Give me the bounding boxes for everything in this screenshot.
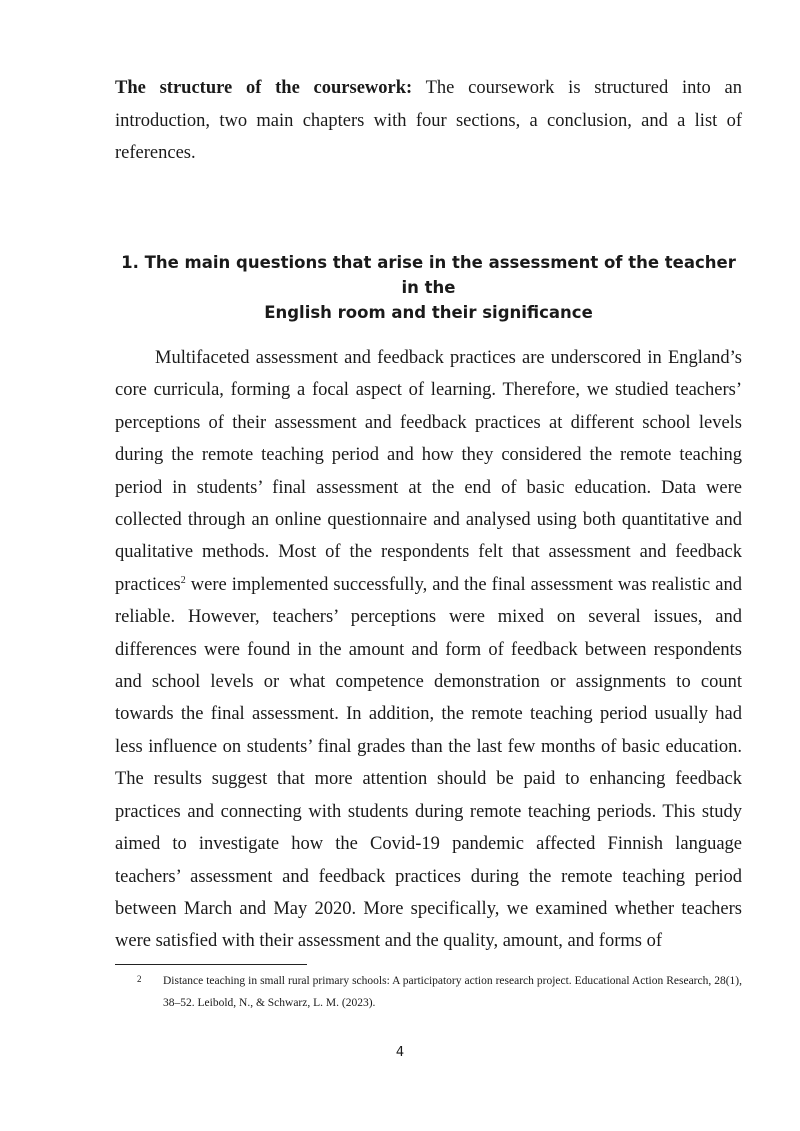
coursework-structure-text: The coursework is structured into an introduction, two main chapters with four sections, a conclusion, and a list of references. bbox=[115, 78, 742, 163]
page-number: 4 bbox=[395, 1045, 405, 1060]
body-paragraph-part-1: Multifaceted assessment and feedback practices are underscored in England’s core curricula, forming a focal aspect of learning. Therefore, we studied teachers’ perceptions of their assessment and feedback practices at different school levels during the remote teaching period and how they considered the remote teaching period in students’ final assessment at the end of basic education. Data were collected through an online questionnaire and analysed using both quantitative and qualitative methods. Most of the respondents felt that assessment and feedback practices bbox=[115, 348, 742, 595]
footnote-separator bbox=[115, 964, 307, 965]
coursework-structure-lead: The structure of the coursework: bbox=[115, 78, 413, 98]
footnote-mark: 2 bbox=[137, 974, 142, 984]
section-heading-line-1: 1. The main questions that arise in the assessment of the teacher in the bbox=[121, 253, 736, 297]
footnote-reference[interactable]: 2 bbox=[180, 574, 186, 586]
footnote bbox=[115, 970, 742, 1014]
section-heading-line-2: English room and their significance bbox=[264, 303, 593, 322]
coursework-structure-paragraph bbox=[115, 72, 742, 170]
body-paragraph-part-2: were implemented successfully, and the final assessment was realistic and reliable. However, teachers’ perceptions were mixed on several issues, and differences were found in the amount and form of feedback between respondents and school levels or what competence demonstration or assignments to count towards the final assessment. In addition, the remote teaching period usually had less influence on students’ final grades than the last few months of basic education. The results suggest that more attention should be paid to enhancing feedback practices and connecting with students during remote teaching periods. This study aimed to investigate how the Covid-19 pandemic affected Finnish language teachers’ assessment and feedback practices during the remote teaching period between March and May 2020. More specifically, we examined whether teachers were satisfied with their assessment and the quality, amount, and forms of bbox=[115, 574, 742, 952]
body-paragraph bbox=[115, 342, 742, 958]
footnote-text: Distance teaching in small rural primary schools: A participatory action research project. Educational Action Research, 28(1), 38–52. Leibold, N., & Schwarz, L. M. (2023). bbox=[163, 975, 742, 1009]
section-heading bbox=[115, 250, 742, 325]
